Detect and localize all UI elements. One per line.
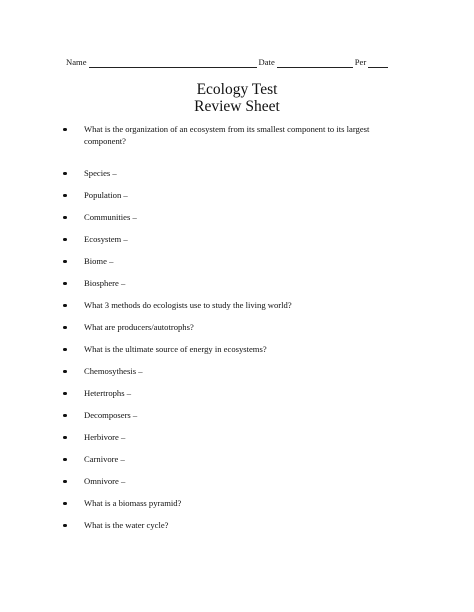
list-item [63,168,403,180]
question-text: Population – [84,190,128,200]
question-text: What is the organization of an ecosystem from its smallest component to its largest component? [84,124,370,146]
question-text: What are producers/autotrophs? [84,322,194,332]
question-text: Omnivore – [84,476,126,486]
bullet-icon [63,282,67,286]
list-item [63,520,403,532]
question-text: Ecosystem – [84,234,128,244]
question-text: Decomposers – [84,410,138,420]
question-text: Communities – [84,212,137,222]
list-item [63,278,403,290]
question-text: Species – [84,168,117,178]
list-item [63,124,403,147]
question-text: What 3 methods do ecologists use to study the living world? [84,300,292,310]
question-text: What is the ultimate source of energy in ecosystems? [84,344,267,354]
list-item [63,300,403,312]
bullet-icon [63,326,67,330]
page-title: Ecology Test [196,81,278,98]
bullet-icon [63,414,67,418]
bullet-icon [63,392,67,396]
list-item [63,388,403,400]
list-item [63,498,403,510]
question-text: Carnivore – [84,454,125,464]
question-text: Biosphere – [84,278,126,288]
bullet-icon [63,304,67,308]
question-text: What is the water cycle? [84,520,169,530]
list-item [63,476,403,488]
page-subtitle: Review Sheet [194,98,280,115]
bullet-icon [63,216,67,220]
list-item [63,410,403,422]
list-item [63,366,403,378]
period-label: Per [354,57,367,67]
question-text: Biome – [84,256,114,266]
bullet-icon [63,458,67,462]
bullet-icon [63,502,67,506]
bullet-icon [63,480,67,484]
list-item [63,256,403,268]
bullet-icon [63,238,67,242]
list-item [63,454,403,466]
bullet-icon [63,172,67,176]
bullet-icon [63,348,67,352]
bullet-icon [63,370,67,374]
list-item [63,432,403,444]
question-text: Chemosythesis – [84,366,143,376]
question-text: What is a biomass pyramid? [84,498,182,508]
list-item [63,212,403,224]
name-label: Name [66,57,87,67]
list-item [63,344,403,356]
bullet-icon [63,260,67,264]
date-label: Date [258,57,275,67]
bullet-icon [63,436,67,440]
question-text: Herbivore – [84,432,126,442]
list-item [63,190,403,202]
bullet-icon [63,524,67,528]
list-item [63,322,403,334]
question-text: Hetertrophs – [84,388,132,398]
list-item [63,234,403,246]
bullet-icon [63,194,67,198]
bullet-icon [63,128,67,132]
